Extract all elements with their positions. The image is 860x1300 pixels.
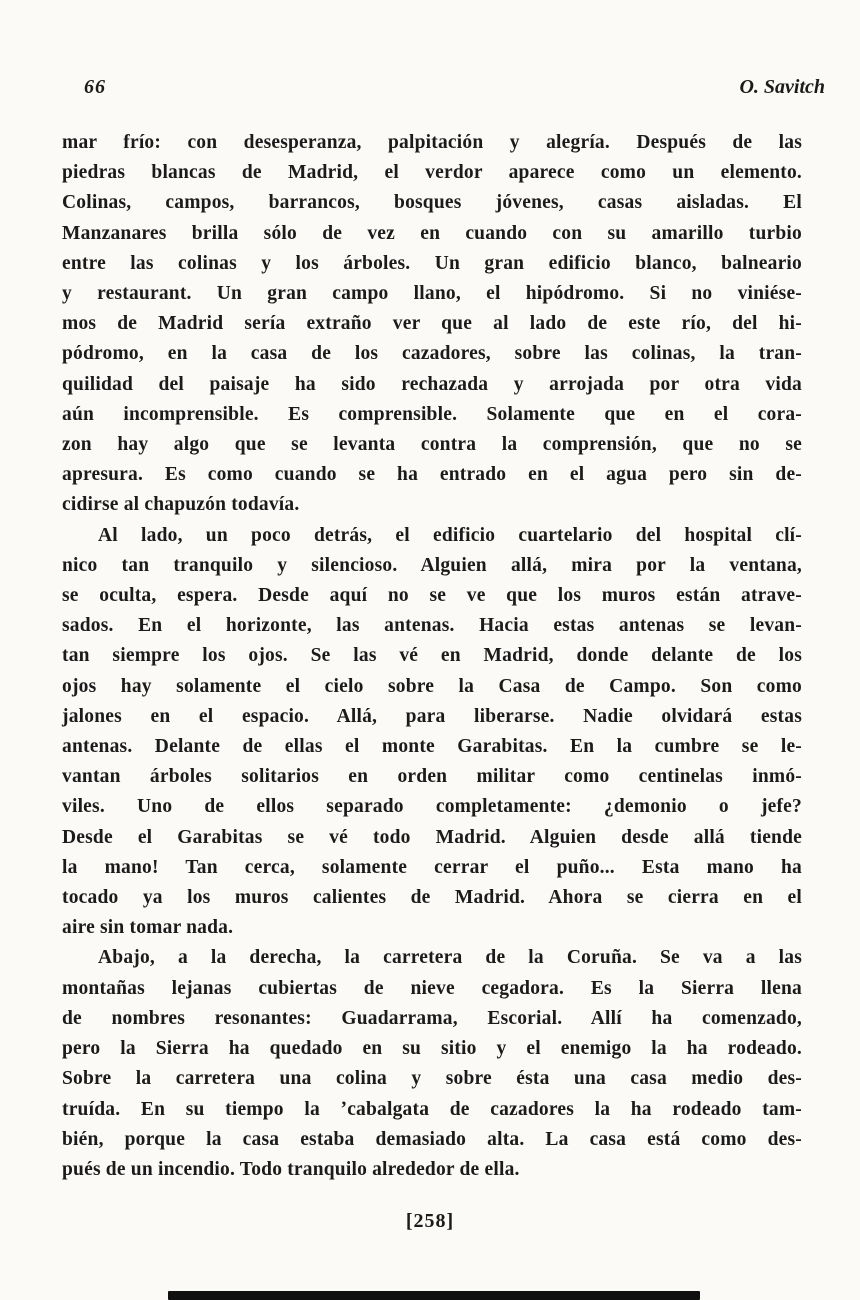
text-line: aún incomprensible. Es comprensible. Solamente que en el cora- — [62, 403, 802, 425]
scan-edge-artifact — [168, 1291, 700, 1300]
text-line: vantan árboles solitarios en orden militar como centinelas inmó- — [62, 766, 802, 788]
text-line: Colinas, campos, barrancos, bosques jóvenes, casas aisladas. El — [62, 192, 802, 214]
text-line: Abajo, a la derecha, la carretera de la Coruña. Se va a las — [98, 947, 802, 969]
text-line: aire sin tomar nada. — [62, 917, 234, 939]
page-header — [62, 76, 825, 104]
page-footer — [0, 1210, 860, 1233]
text-line: y restaurant. Un gran campo llano, el hipódromo. Si no viniése- — [62, 283, 802, 305]
running-header-author: O. Savitch — [739, 76, 825, 98]
text-line: cidirse al chapuzón todavía. — [62, 494, 300, 516]
text-line: sados. En el horizonte, las antenas. Hacia estas antenas se levan- — [62, 615, 802, 637]
text-line: zon hay algo que se levanta contra la comprensión, que no se — [62, 434, 802, 456]
text-line: tocado ya los muros calientes de Madrid. Ahora se cierra en el — [62, 887, 802, 909]
text-line: de nombres resonantes: Guadarrama, Escorial. Allí ha comenzado, — [62, 1007, 802, 1029]
text-line: Sobre la carretera una colina y sobre ésta una casa medio des- — [62, 1068, 802, 1090]
page-number: 66 — [84, 76, 106, 98]
text-line: jalones en el espacio. Allá, para liberarse. Nadie olvidará estas — [62, 705, 802, 727]
text-line: mos de Madrid sería extraño ver que al lado de este río, del hi- — [62, 313, 802, 335]
text-line: mar frío: con desesperanza, palpitación y alegría. Después de las — [62, 132, 802, 153]
text-line: entre las colinas y los árboles. Un gran edificio blanco, balneario — [62, 252, 802, 274]
paragraph — [62, 128, 802, 521]
text-line: pués de un incendio. Todo tranquilo alrededor de ella. — [62, 1158, 520, 1180]
text-line: piedras blancas de Madrid, el verdor aparece como un elemento. — [62, 162, 802, 184]
text-line: Al lado, un poco detrás, el edificio cuartelario del hospital clí- — [98, 524, 802, 546]
text-line: viles. Uno de ellos separado completamente: ¿demonio o jefe? — [62, 796, 802, 818]
text-line: bién, porque la casa estaba demasiado alta. La casa está como des- — [62, 1128, 802, 1150]
text-line: pódromo, en la casa de los cazadores, sobre las colinas, la tran- — [62, 343, 802, 365]
text-line: nico tan tranquilo y silencioso. Alguien allá, mira por la ventana, — [62, 554, 802, 576]
text-line: la mano! Tan cerca, solamente cerrar el puño... Esta mano ha — [62, 856, 802, 878]
text-line: tan siempre los ojos. Se las vé en Madrid, donde delante de los — [62, 645, 802, 667]
text-line: montañas lejanas cubiertas de nieve cegadora. Es la Sierra llena — [62, 977, 802, 999]
text-line: apresura. Es como cuando se ha entrado en el agua pero sin de- — [62, 464, 802, 486]
text-line: se oculta, espera. Desde aquí no se ve que los muros están atrave- — [62, 585, 802, 607]
text-line: quilidad del paisaje ha sido rechazada y arrojada por otra vida — [62, 373, 802, 395]
text-line: ojos hay solamente el cielo sobre la Casa de Campo. Son como — [62, 675, 802, 697]
folio-number: [258] — [405, 1210, 455, 1232]
paragraph — [62, 943, 802, 1185]
paragraph — [62, 521, 802, 944]
text-line: antenas. Delante de ellas el monte Garabitas. En la cumbre se le- — [62, 736, 802, 758]
text-line: truída. En su tiempo la ʼcabalgata de cazadores la ha rodeado tam- — [62, 1098, 802, 1120]
text-line: pero la Sierra ha quedado en su sitio y el enemigo la ha rodeado. — [62, 1038, 802, 1060]
text-body — [62, 128, 802, 1185]
text-line: Manzanares brilla sólo de vez en cuando con su amarillo turbio — [62, 222, 802, 244]
text-line: Desde el Garabitas se vé todo Madrid. Alguien desde allá tiende — [62, 826, 802, 848]
